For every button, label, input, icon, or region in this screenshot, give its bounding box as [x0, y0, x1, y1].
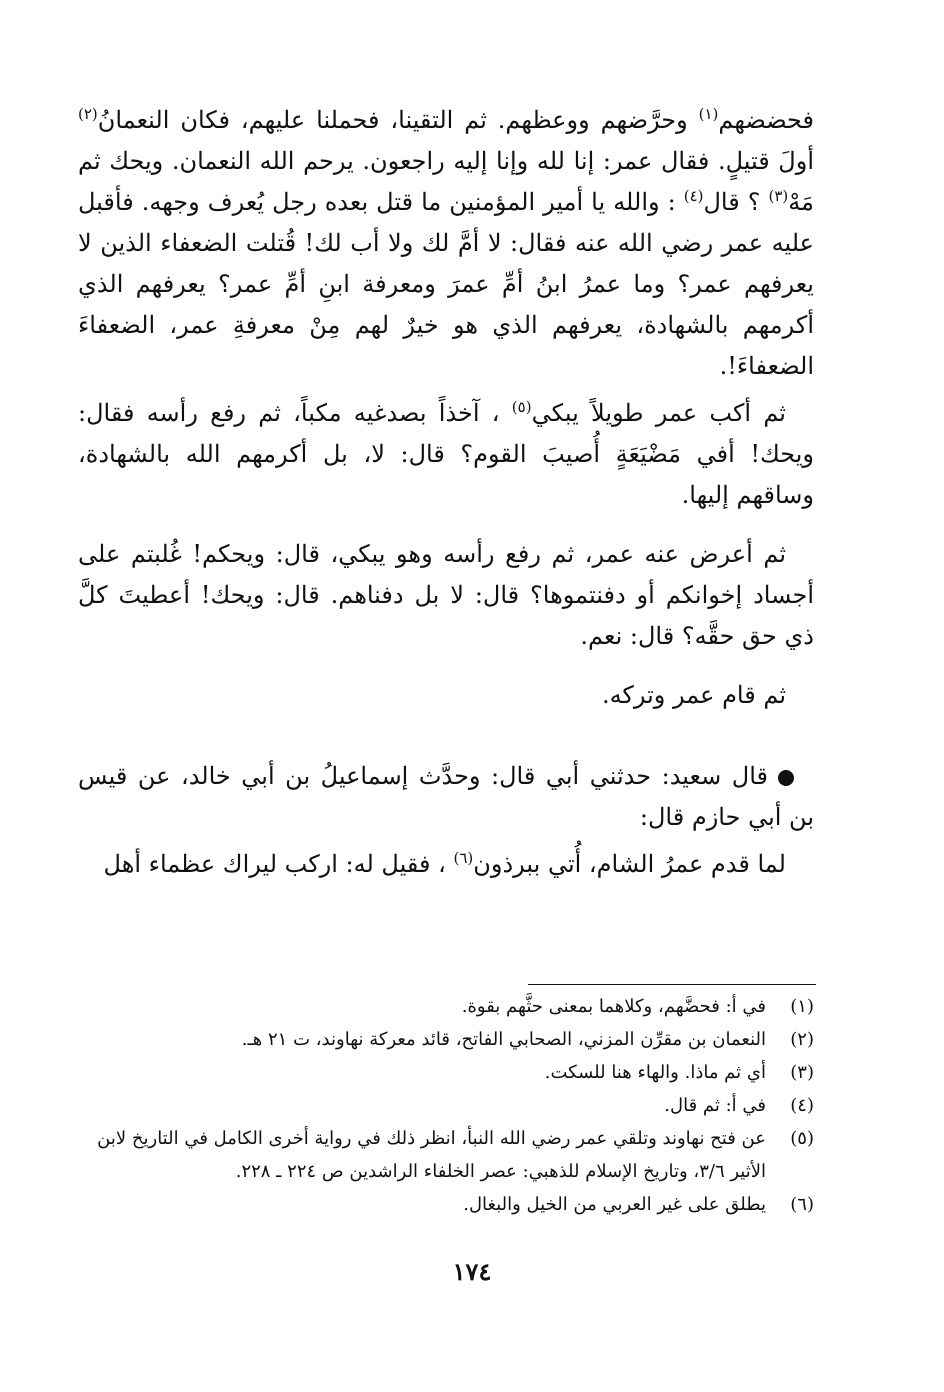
bullet-icon [778, 770, 794, 786]
footnote-3 [78, 1056, 814, 1089]
footnote-number: (٣) [790, 1062, 814, 1083]
paragraph-3 [78, 534, 814, 657]
text-segment: أولَ قتيلٍ. فقال عمر: إنا لله وإنا إليه راجعون. يرحم الله النعمان. ويحك ثم مَهْ [78, 147, 814, 216]
paragraph-5 [78, 756, 814, 838]
footnote-text: النعمان بن مقرِّن المزني، الصحابي الفاتح، قائد معركة نهاوند، ت ٢١ هـ. [241, 1029, 766, 1050]
footnotes [78, 990, 814, 1221]
paragraph-6 [78, 844, 814, 885]
footnote-6 [78, 1188, 814, 1221]
footnote-ref[interactable]: (٦) [453, 849, 474, 867]
footnote-divider [528, 984, 816, 985]
footnote-number: (٥) [790, 1128, 814, 1149]
text-segment: : والله يا أمير المؤمنين ما قتل بعده رجل يُعرف وجهه. فأقبل عليه عمر رضي الله عنه فقال: لا أمَّ لك ولا أب لك! قُتلت الضعفاء الذين لا يعرفهم عمر؟ وما عمرُ ابنُ أمِّ عمرَ ومعرفة ابنِ أمِّ عمر؟ يعرفهم الذي أكرمهم بالشهادة، يعرفهم الذي هو خيرٌ لهم مِنْ معرفةِ عمر، الضعفاءَ الضعفاءَ!. [78, 188, 814, 380]
footnote-text: في أ: ثم قال. [664, 1095, 766, 1116]
paragraph-4 [78, 675, 814, 716]
text-segment: وحرَّضهم ووعظهم. ثم التقينا، فحملنا عليهم، فكان النعمانُ [97, 106, 699, 134]
text-segment: ثم أكب عمر طويلاً يبكي [531, 399, 786, 427]
footnote-number: (٤) [790, 1095, 814, 1116]
page-number: ١٧٤ [452, 1257, 492, 1286]
footnote-text: يطلق على غير العربي من الخيل والبغال. [463, 1194, 766, 1215]
text-segment: فحضضهم [718, 106, 814, 134]
footnote-ref[interactable]: (٥) [511, 398, 532, 416]
footnote-1 [78, 990, 814, 1023]
footnote-text: أي ثم ماذا. والهاء هنا للسكت. [544, 1062, 766, 1083]
text-segment: ثم أعرض عنه عمر، ثم رفع رأسه وهو يبكي، قال: ويحكم! غُلبتم على أجساد إخوانكم أو دفنتموها؟ قال: لا بل دفناهم. قال: ويحك! أعطيتَ كلَّ ذي حق حقَّه؟ قال: نعم. [78, 540, 814, 650]
footnote-number: (١) [790, 996, 814, 1017]
text-segment: ؟ قال [703, 188, 769, 216]
text-segment: قال سعيد: حدثني أبي قال: وحدَّث إسماعيلُ بن أبي خالد، عن قيس بن أبي حازم قال: [78, 762, 814, 831]
main-text [78, 100, 814, 903]
footnote-4 [78, 1089, 814, 1122]
footnote-2 [78, 1023, 814, 1056]
footnote-text: في أ: فحضَّهم، وكلاهما بمعنى حثَّهم بقوة. [461, 996, 766, 1017]
footnote-number: (٢) [790, 1029, 814, 1050]
footnote-ref[interactable]: (١) [698, 105, 719, 123]
text-segment: لما قدم عمرُ الشام، أُتي ببرذون [473, 850, 786, 878]
paragraph-1 [78, 100, 814, 387]
footnote-number: (٦) [790, 1194, 814, 1215]
footnote-ref[interactable]: (٣) [768, 187, 789, 205]
footnote-ref[interactable]: (٢) [78, 105, 98, 123]
text-segment: ، آخذاً بصدغيه مكباً، ثم رفع رأسه فقال: ويحك! أفي مَضْيَعَةٍ أُصيبَ القوم؟ قال: لا، بل أكرمهم الله بالشهادة، وساقهم إليها. [78, 399, 815, 509]
footnote-text: عن فتح نهاوند وتلقي عمر رضي الله النبأ، انظر ذلك في رواية أخرى الكامل في التاريخ لابن الأثير ٣/٦، وتاريخ الإسلام للذهبي: عصر الخلفاء الراشدين ص ٢٢٤ ـ ٢٢٨. [97, 1128, 766, 1182]
text-segment: ، فقيل له: اركب ليراك عظماء أهل [103, 850, 454, 878]
footnote-ref[interactable]: (٤) [683, 187, 704, 205]
text-segment: ثم قام عمر وتركه. [601, 681, 786, 709]
paragraph-2 [78, 393, 814, 516]
footnote-5 [78, 1122, 814, 1188]
